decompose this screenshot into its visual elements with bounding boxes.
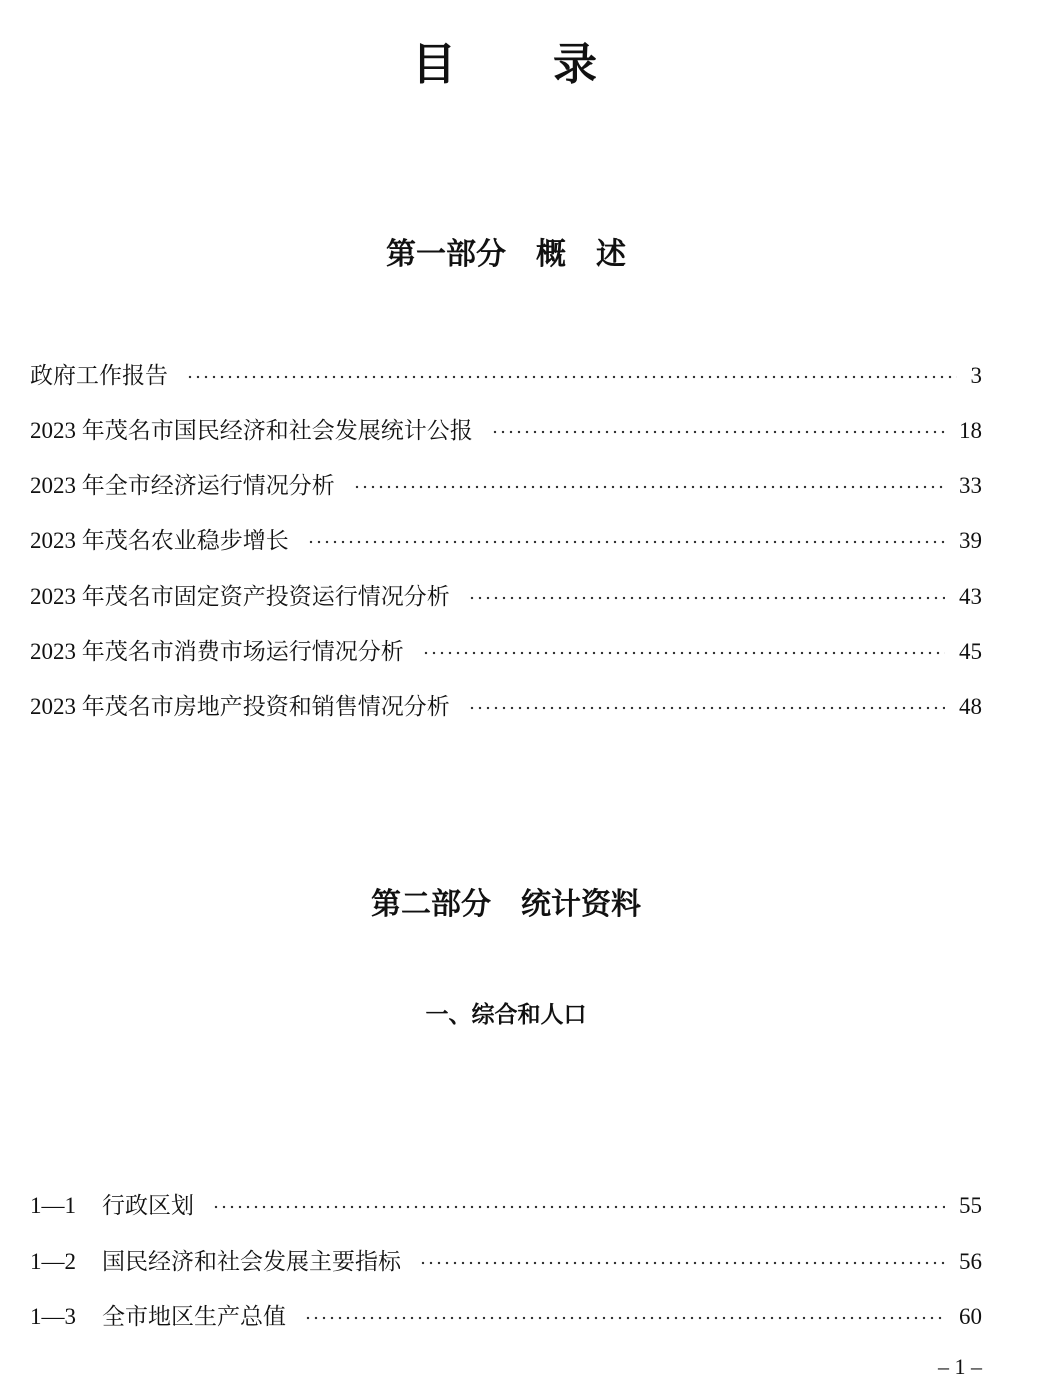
toc-leader-dots xyxy=(212,1191,945,1221)
part-two-heading: 第二部分 统计资料 xyxy=(371,887,641,922)
toc-entry-page: 18 xyxy=(959,418,982,443)
toc-entry-title: 2023 年茂名市房地产投资和销售情况分析 xyxy=(30,694,450,719)
part-one-heading: 第一部分 概 述 xyxy=(386,237,626,272)
toc-leader-dots xyxy=(491,416,945,446)
toc-entry-title: 2023 年茂名农业稳步增长 xyxy=(30,528,289,553)
toc-leader-dots xyxy=(304,1302,945,1332)
toc-leader-dots xyxy=(353,471,945,501)
toc-entry xyxy=(30,1302,982,1332)
toc-entry xyxy=(30,361,982,391)
toc-entry-title: 政府工作报告 xyxy=(30,363,168,388)
toc-entry-page: 3 xyxy=(970,363,982,388)
toc-entry xyxy=(30,471,982,501)
toc-entry xyxy=(30,692,982,722)
toc-leader-dots xyxy=(186,361,957,391)
toc-entry-title: 全市地区生产总值 xyxy=(102,1304,286,1329)
toc-entry-page: 60 xyxy=(959,1304,982,1329)
toc-entry-code: 1—2 xyxy=(30,1249,76,1274)
toc-entry-code: 1—1 xyxy=(30,1193,76,1218)
toc-entry-page: 33 xyxy=(959,473,982,498)
toc-entry-code: 1—3 xyxy=(30,1304,76,1329)
page-title: 目 录 xyxy=(412,39,600,90)
toc-entry-page: 48 xyxy=(959,694,982,719)
toc-entry-title: 2023 年茂名市国民经济和社会发展统计公报 xyxy=(30,418,473,443)
toc-entry xyxy=(30,582,982,612)
toc-entry-title: 2023 年茂名市固定资产投资运行情况分析 xyxy=(30,584,450,609)
toc-entry-title: 国民经济和社会发展主要指标 xyxy=(102,1249,401,1274)
toc-entry-title: 2023 年茂名市消费市场运行情况分析 xyxy=(30,639,404,664)
toc-entry xyxy=(30,1247,982,1277)
toc-leader-dots xyxy=(419,1247,945,1277)
toc-entry xyxy=(30,1191,982,1221)
toc-leader-dots xyxy=(468,692,945,722)
toc-entry-title: 行政区划 xyxy=(102,1193,194,1218)
section-heading: 一、综合和人口 xyxy=(425,1002,587,1028)
toc-entry-page: 45 xyxy=(959,639,982,664)
toc-leader-dots xyxy=(307,526,945,556)
page-number: – 1 – xyxy=(938,1354,982,1379)
toc-leader-dots xyxy=(468,582,945,612)
toc-entry xyxy=(30,526,982,556)
toc-entry-page: 55 xyxy=(959,1193,982,1218)
toc-entry-page: 43 xyxy=(959,584,982,609)
toc-leader-dots xyxy=(422,637,945,667)
toc-entry xyxy=(30,416,982,446)
toc-entry-page: 39 xyxy=(959,528,982,553)
toc-entry-page: 56 xyxy=(959,1249,982,1274)
toc-entry xyxy=(30,637,982,667)
toc-entry-title: 2023 年全市经济运行情况分析 xyxy=(30,473,335,498)
